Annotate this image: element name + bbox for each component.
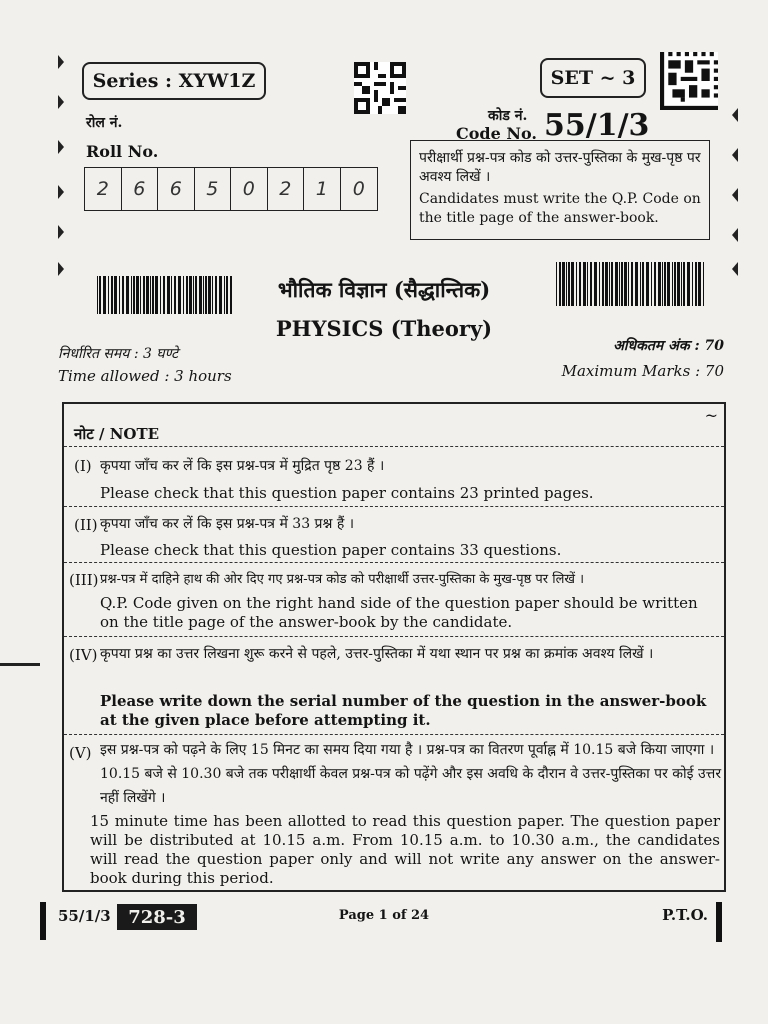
divider [64, 446, 724, 447]
note-5-english: 15 minute time has been allotted to read this question paper. The question paper will be distributed at 10.15 a.m. From 10.15 a.m. to 10.30 a.m., the candidates will read the question paper only and will not write any answer on the answer-book during this period. [90, 812, 720, 887]
note-box [62, 402, 726, 892]
registration-mark [58, 140, 64, 154]
note-number: (IV) [69, 646, 98, 664]
registration-mark [58, 95, 64, 109]
code-instruction-hindi: परीक्षार्थी प्रश्न-पत्र कोड को उत्तर-पुस्तिका के मुख-पृष्ठ पर अवश्य लिखें । [419, 150, 701, 185]
max-marks: Maximum Marks : 70 [561, 362, 724, 380]
note-number: (I) [74, 457, 92, 475]
footer-code: 55/1/3 [58, 907, 111, 925]
note-2-hindi: कृपया जाँच कर लें कि इस प्रश्न-पत्र में 33 प्रश्न हैं । [100, 516, 355, 532]
roll-digit: 5 [195, 168, 232, 210]
divider [64, 562, 724, 563]
note-number: (III) [69, 571, 99, 589]
divider [64, 734, 724, 735]
time-allowed-hindi: निर्धारित समय : 3 घण्टे [58, 346, 179, 362]
subject-title: PHYSICS (Theory) [275, 316, 493, 341]
note-number: (II) [74, 516, 98, 534]
roll-digit: 1 [304, 168, 341, 210]
pto-label: P.T.O. [662, 906, 708, 924]
paper-code: 55/1/3 [544, 108, 650, 143]
note-1-english: Please check that this question paper contains 23 printed pages. [100, 484, 594, 502]
footer-mark [716, 902, 722, 942]
page-number: Page 1 of 24 [338, 908, 430, 923]
registration-mark [58, 262, 64, 276]
divider [64, 506, 724, 507]
code-label: Code No. [456, 124, 537, 143]
note-heading: नोट / NOTE [74, 425, 160, 443]
roll-digit: 0 [352, 178, 365, 200]
code-instruction-box [410, 140, 710, 240]
registration-mark [732, 188, 738, 202]
note-2-english: Please check that this question paper contains 33 questions. [100, 541, 562, 559]
subject-title-hindi: भौतिक विज्ञान (सैद्धान्तिक) [277, 277, 491, 302]
registration-mark [58, 55, 64, 69]
series-label: Series : XYW1Z [82, 62, 266, 100]
roll-digit: 2 [268, 168, 305, 210]
roll-digit: 2 [85, 168, 122, 210]
note-number: (V) [69, 744, 92, 762]
set-label: SET ~ 3 [540, 58, 646, 98]
registration-mark [732, 148, 738, 162]
registration-mark [732, 108, 738, 122]
note-1-hindi: कृपया जाँच कर लें कि इस प्रश्न-पत्र में मुद्रित पृष्ठ 23 हैं । [100, 458, 385, 474]
registration-mark [58, 225, 64, 239]
code-instruction-english: Candidates must write the Q.P. Code on the title page of the answer-book. [419, 191, 701, 226]
max-marks-hindi: अधिकतम अंक : 70 [613, 338, 724, 354]
registration-mark [732, 262, 738, 276]
note-5-hindi: इस प्रश्न-पत्र को पढ़ने के लिए 15 मिनट का समय दिया गया है । प्रश्न-पत्र का वितरण पूर्वाह्न में 10.15 बजे किया जाएगा । 10.15 बजे से 10.30 बजे तक परीक्षार्थी केवल प्रश्न-पत्र को पढ़ेंगे और इस अवधि के दौरान वे उत्तर-पुस्तिका पर कोई उत्तर नहीं लिखेंगे । [100, 742, 722, 806]
divider [64, 636, 724, 637]
registration-mark [58, 185, 64, 199]
roll-label: Roll No. [86, 142, 159, 161]
footer-tag: 728-3 [117, 904, 197, 930]
note-3-hindi: प्रश्न-पत्र में दाहिने हाथ की ओर दिए गए प्रश्न-पत्र कोड को परीक्षार्थी उत्तर-पुस्तिका के मुख-पृष्ठ पर लिखें । [100, 572, 585, 587]
roll-digit: 0 [231, 168, 268, 210]
roll-label-hindi: रोल नं. [86, 115, 123, 131]
roll-number-grid [84, 167, 378, 211]
tilde-mark: ~ [704, 406, 718, 425]
code-label-hindi: कोड नं. [488, 108, 528, 124]
edge-mark [0, 663, 40, 666]
roll-digit: 6 [158, 168, 195, 210]
time-allowed: Time allowed : 3 hours [58, 367, 232, 385]
note-3-english: Q.P. Code given on the right hand side of the question paper should be written on the title page of the answer-book by the candidate. [100, 594, 698, 631]
qr-code-icon [354, 62, 406, 114]
note-4-english: Please write down the serial number of the question in the answer-book at the given place before attempting it. [100, 692, 707, 729]
datamatrix-code-icon [660, 52, 718, 110]
registration-mark [732, 228, 738, 242]
note-4-hindi: कृपया प्रश्न का उत्तर लिखना शुरू करने से पहले, उत्तर-पुस्तिका में यथा स्थान पर प्रश्न का क्रमांक अवश्य लिखें । [100, 646, 654, 662]
roll-digit: 6 [122, 168, 159, 210]
